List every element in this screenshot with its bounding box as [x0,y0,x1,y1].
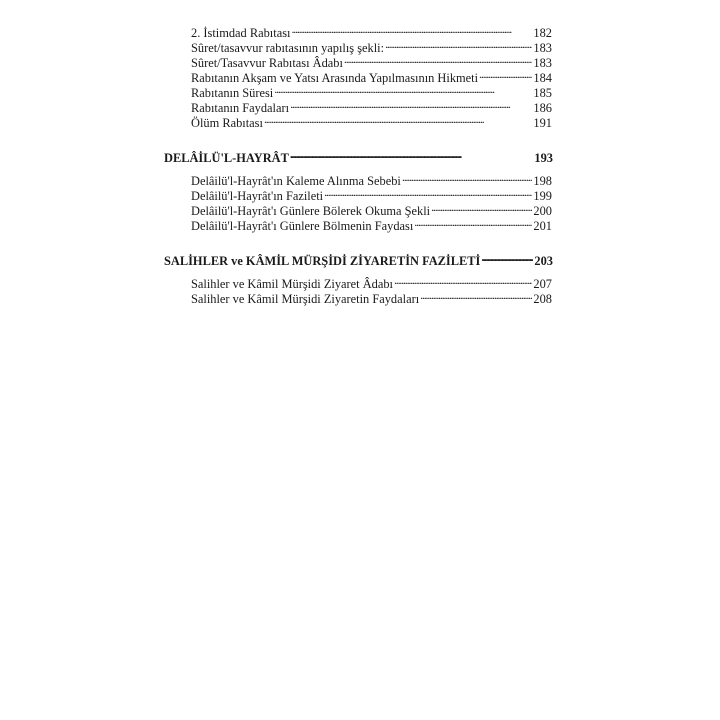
dot-leader [264,112,532,127]
toc-entry-title: Delâilü'l-Hayrât'ı Günlere Bölmenin Faydası [191,219,414,233]
toc-entry-title: Salihler ve Kâmil Mürşidi Ziyaret Âdabı [191,277,393,291]
dot-leader [290,147,534,162]
toc-entry-page: 184 [533,71,552,85]
dot-leader [290,97,532,112]
toc-entry-title: Sûret/Tasavvur Rabıtası Âdabı [191,56,343,70]
toc-entry [191,97,552,115]
dot-leader [481,250,533,265]
toc-entry [191,200,552,218]
toc-section-title: DELÂİLÜ'L-HAYRÂT [164,151,289,165]
toc-entry [191,37,552,55]
toc-entry-title: Ölüm Rabıtası [191,116,263,130]
toc-entry-page: 208 [533,292,552,306]
toc-entry-page: 198 [533,174,552,188]
dot-leader [274,82,532,97]
dot-leader [402,170,533,185]
toc-entry-page: 201 [533,219,552,233]
toc-entry-title: 2. İstimdad Rabıtası [191,26,291,40]
toc-section-heading [164,250,553,268]
toc-entry [191,185,552,203]
toc-entry [191,288,552,306]
toc-entry-page: 200 [533,204,552,218]
toc-entry-page: 207 [533,277,552,291]
toc-section-page: 193 [534,151,553,165]
toc-entry [191,22,552,40]
toc-entry-page: 185 [533,86,552,100]
toc-entry [191,112,552,130]
toc-entry-title: Rabıtanın Süresi [191,86,274,100]
toc-entry-title: Salihler ve Kâmil Mürşidi Ziyaretin Faydaları [191,292,420,306]
toc-entry [191,67,552,85]
toc-entry-title: Delâilü'l-Hayrât'ı Günlere Bölerek Okuma Şekli [191,204,431,218]
toc-entry-page: 182 [533,26,552,40]
dot-leader [414,215,532,230]
toc-entry-page: 183 [533,41,552,55]
toc-entry-page: 199 [533,189,552,203]
toc-entry [191,52,552,70]
toc-section-page: 203 [534,254,553,268]
toc-entry-title: Sûret/tasavvur rabıtasının yapılış şekli: [191,41,385,55]
dot-leader [420,288,532,303]
dot-leader [479,67,532,82]
toc-entry-page: 183 [533,56,552,70]
toc-entry [191,273,552,291]
dot-leader [291,22,532,37]
toc-entry-title: Rabıtanın Akşam ve Yatsı Arasında Yapılmasının Hikmeti [191,71,479,85]
dot-leader [431,200,532,215]
dot-leader [394,273,532,288]
toc-section-title: SALİHLER ve KÂMİL MÜRŞİDİ ZİYARETİN FAZİLETİ [164,254,481,268]
toc-entry-title: Delâilü'l-Hayrât'ın Kaleme Alınma Sebebi [191,174,401,188]
toc-entry-page: 186 [533,101,552,115]
dot-leader [324,185,532,200]
toc-entry-title: Rabıtanın Faydaları [191,101,290,115]
toc-section-heading [164,147,553,165]
toc-entry [191,170,552,188]
dot-leader [344,52,532,67]
dot-leader [385,37,532,52]
toc-entry [191,215,552,233]
toc-entry [191,82,552,100]
toc-entry-title: Delâilü'l-Hayrât'ın Fazileti [191,189,324,203]
toc-entry-page: 191 [533,116,552,130]
